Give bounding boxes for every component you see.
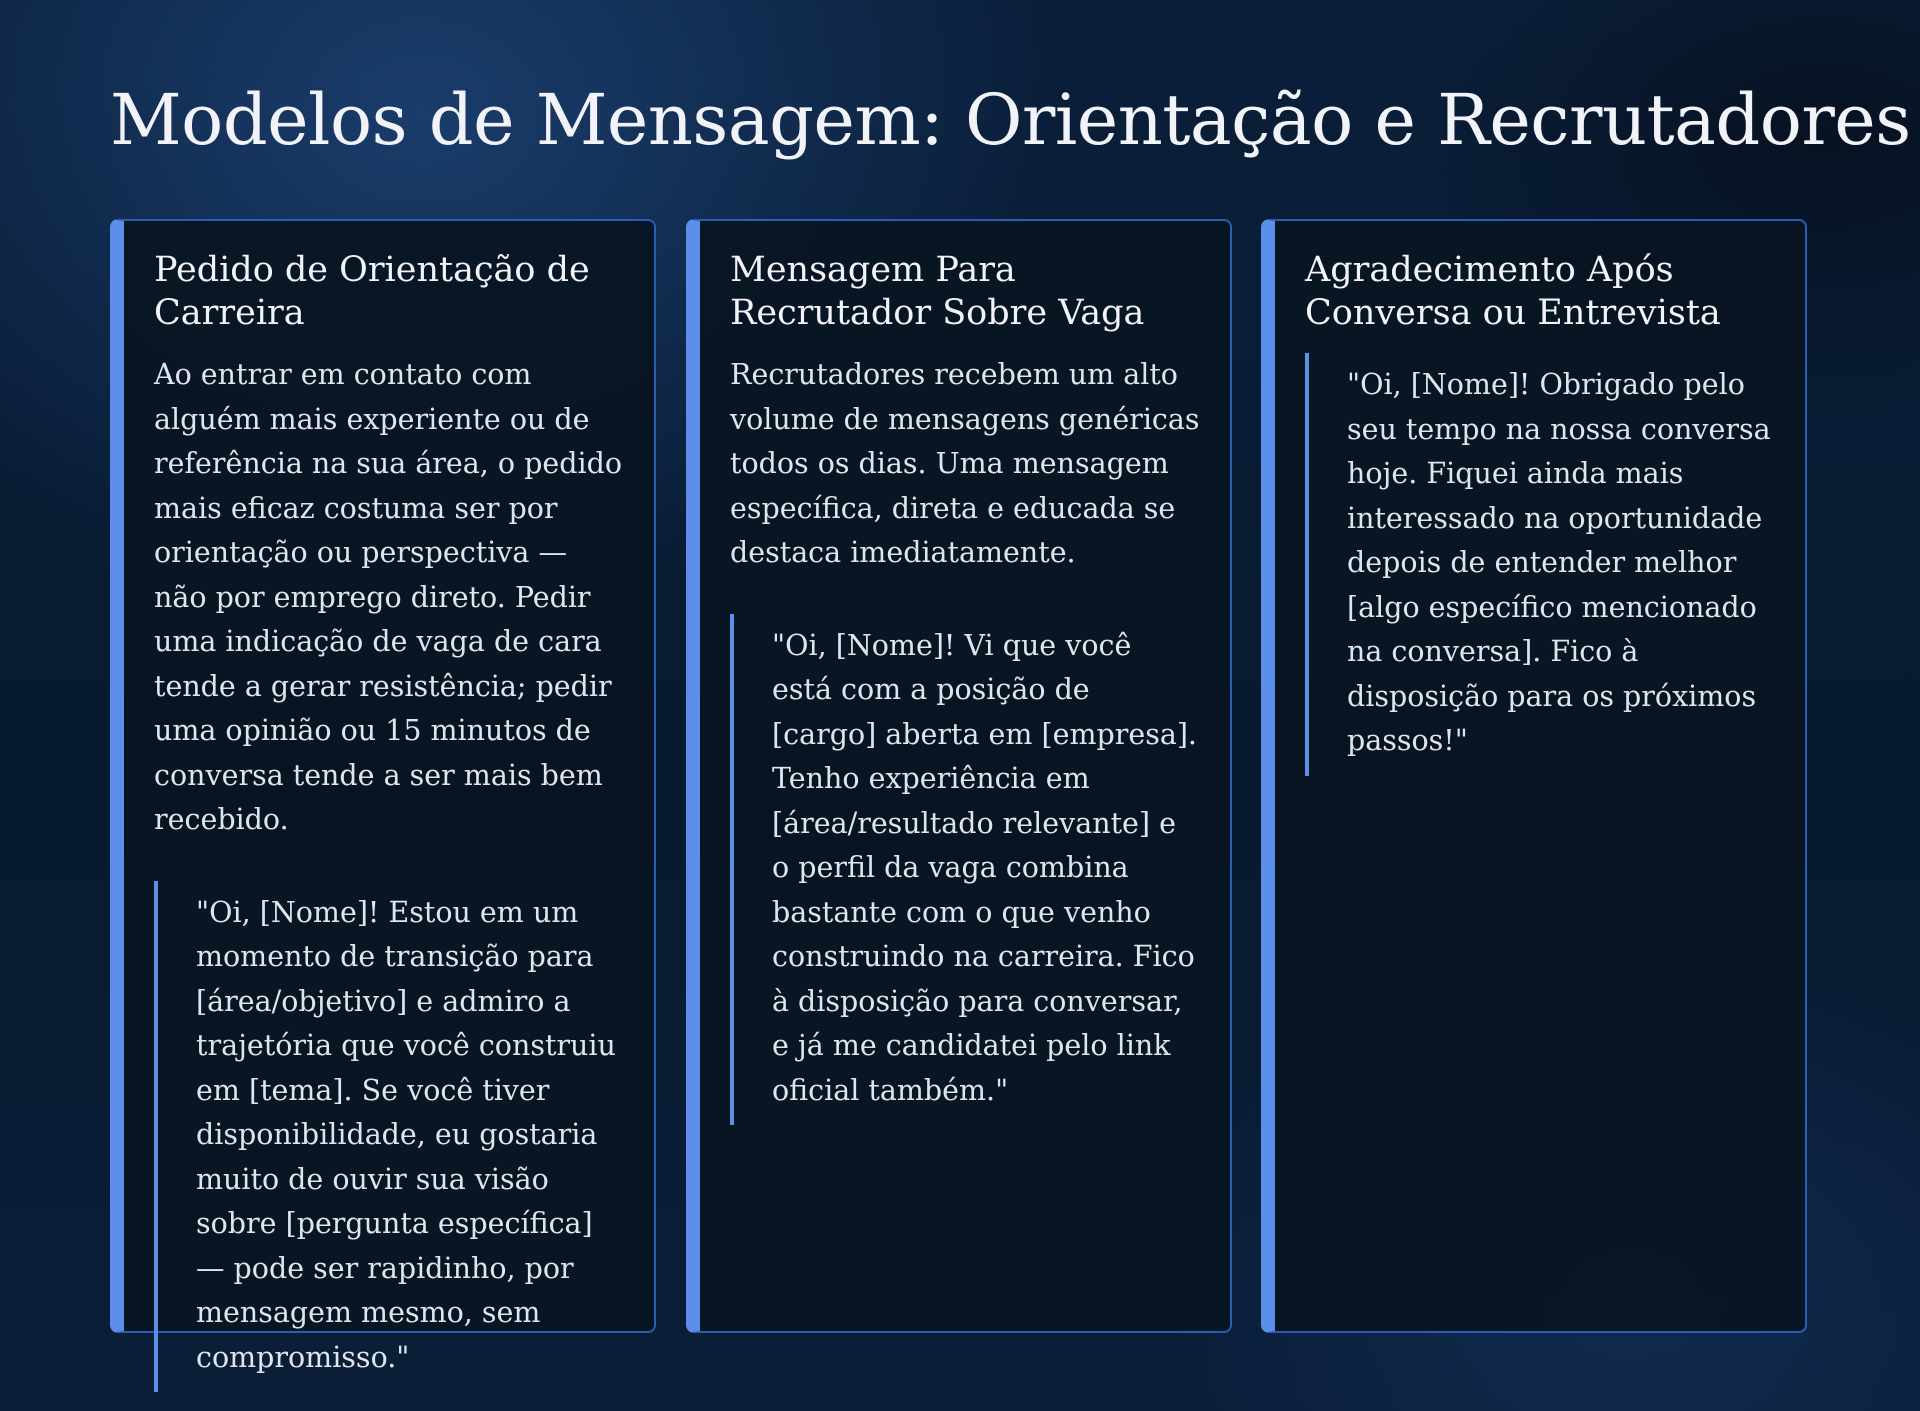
message-template-quote: "Oi, [Nome]! Obrigado pelo seu tempo na nossa conversa hoje. Fiquei ainda mais interessado na oportunidade depois de entender melhor [algo específico mencionado na conversa]. Fico à disposição para os próximos passos!" xyxy=(1305,353,1775,776)
message-template-quote: "Oi, [Nome]! Vi que você está com a posição de [cargo] aberta em [empresa]. Tenho experiência em [área/resultado relevante] e o perfil da vaga combina bastante com o que venho construindo na carreira. Fico à disposição para conversar, e já me candidatei pelo link oficial também." xyxy=(730,614,1200,1126)
card-thank-you xyxy=(1261,219,1807,1333)
page-title: Modelos de Mensagem: Orientação e Recrutadores xyxy=(110,79,1911,161)
card-description: Ao entrar em contato com alguém mais experiente ou de referência na sua área, o pedido mais eficaz costuma ser por orientação ou perspectiva — não por emprego direto. Pedir uma indicação de vaga de cara tende a gerar resistência; pedir uma opinião ou 15 minutos de conversa tende a ser mais bem recebido. xyxy=(154,358,622,836)
card-title: Pedido de Orientação de Carreira xyxy=(154,250,590,333)
card-recruiter-message xyxy=(686,219,1232,1333)
message-template-quote: "Oi, [Nome]! Estou em um momento de transição para [área/objetivo] e admiro a trajetória que você construiu em [tema]. Se você tiver disponibilidade, eu gostaria muito de ouvir sua visão sobre [pergunta específica] — pode ser rapidinho, por mensagem mesmo, sem compromisso." xyxy=(154,881,624,1393)
card-career-guidance xyxy=(110,219,656,1374)
card-row xyxy=(110,219,1810,1374)
card-description: Recrutadores recebem um alto volume de mensagens genéricas todos os dias. Uma mensagem específica, direta e educada se destaca imediatamente. xyxy=(730,358,1200,569)
card-title: Mensagem Para Recrutador Sobre Vaga xyxy=(730,250,1145,333)
card-title: Agradecimento Após Conversa ou Entrevista xyxy=(1305,250,1721,333)
